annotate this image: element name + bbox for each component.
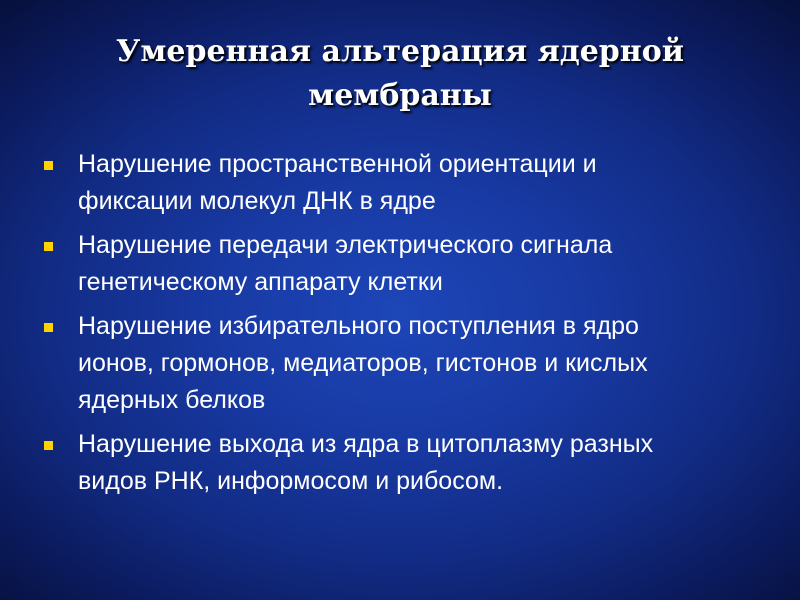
square-bullet-icon xyxy=(44,242,53,251)
square-bullet-icon xyxy=(44,323,53,332)
bullet-text-line: генетическому аппарату клетки xyxy=(78,268,443,296)
bullet-item xyxy=(40,308,770,419)
square-bullet-icon xyxy=(44,161,53,170)
square-bullet-icon xyxy=(44,441,53,450)
bullet-text-line: видов РНК, информосом и рибосом. xyxy=(78,467,504,495)
bullet-text-line: Нарушение пространственной ориентации и xyxy=(78,150,597,178)
bullet-text-line: Нарушение выхода из ядра в цитоплазму разных xyxy=(78,430,654,458)
bullet-text-line: ионов, гормонов, медиаторов, гистонов и кислых xyxy=(78,349,648,377)
bullet-text-line: Нарушение избирательного поступления в ядро xyxy=(78,312,639,340)
title-line: мембраны xyxy=(308,78,492,113)
bullet-text-line: фиксации молекул ДНК в ядре xyxy=(78,187,436,215)
bullet-text-line: Нарушение передачи электрического сигнала xyxy=(78,231,613,259)
bullet-list xyxy=(40,146,770,507)
bullet-item xyxy=(40,146,770,220)
bullet-item xyxy=(40,426,770,500)
title-line: Умеренная альтерация ядерной xyxy=(115,34,685,69)
bullet-item xyxy=(40,227,770,301)
bullet-text-line: ядерных белков xyxy=(78,386,266,414)
slide-title xyxy=(0,30,800,118)
